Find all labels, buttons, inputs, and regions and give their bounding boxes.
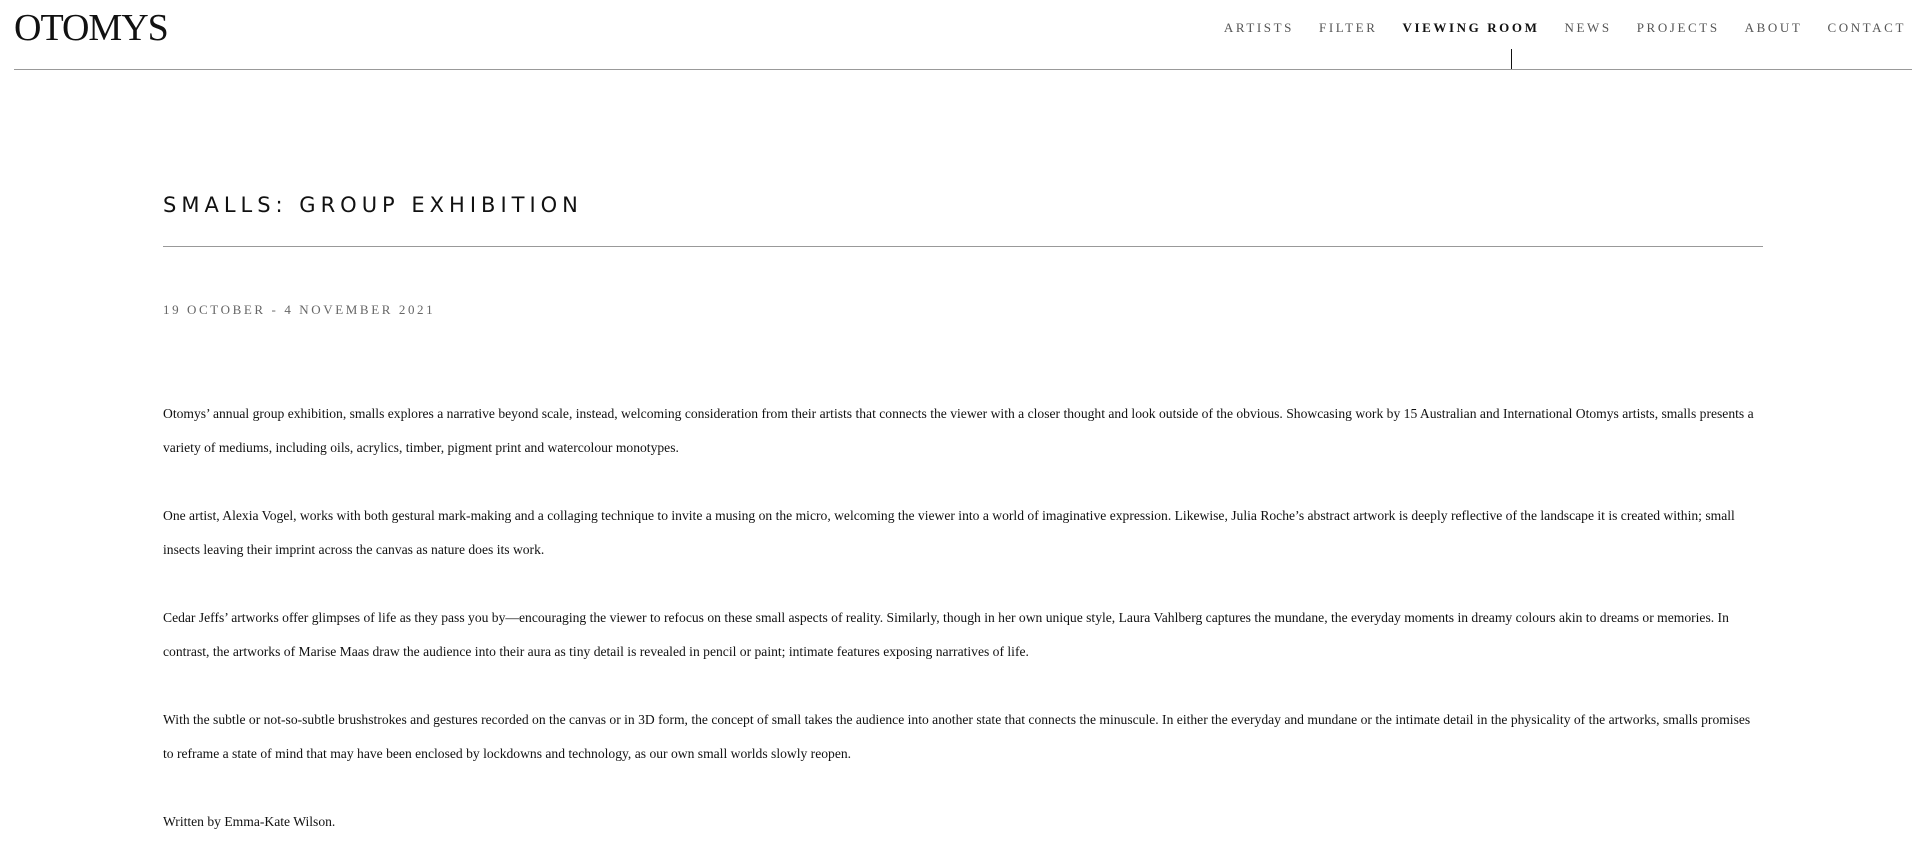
description-paragraph: Otomys’ annual group exhibition, smalls explores a narrative beyond scale, instead, welcoming consideration from their artists that connects the viewer with a closer thought and look outside of the obvious. Showcasing work by 15 Australian and International Otomys artists, smalls presents a variety of mediums, including oils, acrylics, timber, pigment print and watercolour monotypes.	[163, 406, 1754, 455]
page-title: SMALLS: GROUP EXHIBITION	[163, 193, 583, 217]
description-paragraph: Cedar Jeffs’ artworks offer glimpses of life as they pass you by—encouraging the viewer to refocus on these small aspects of reality. Similarly, though in her own unique style, Laura Vahlberg captures the mundane, the everyday moments in dreamy colours akin to dreams or memories. In contrast, the artworks of Marise Maas draw the audience into their aura as tiny detail is revealed in pencil or paint; intimate features exposing narratives of life.	[163, 610, 1729, 659]
nav-item-about[interactable]: ABOUT	[1744, 20, 1803, 35]
nav-item-filter[interactable]: FILTER	[1319, 20, 1378, 35]
nav-item-viewing-room[interactable]: VIEWING ROOM	[1402, 20, 1540, 35]
exhibition-dates: 19 OCTOBER - 4 NOVEMBER 2021	[163, 302, 436, 317]
exhibition-description	[163, 397, 1763, 839]
site-header	[0, 0, 1920, 70]
site-logo[interactable]: OTOMYS	[14, 7, 168, 49]
header-divider	[14, 69, 1912, 70]
author-credit: Written by Emma-Kate Wilson.	[163, 814, 336, 829]
description-paragraph: One artist, Alexia Vogel, works with both gestural mark-making and a collaging technique to invite a musing on the micro, welcoming the viewer into a world of imaginative expression. Likewise, Julia Roche’s abstract artwork is deeply reflective of the landscape it is created within; small insects leaving their imprint across the canvas as nature does its work.	[163, 508, 1735, 557]
nav-item-contact[interactable]: CONTACT	[1827, 20, 1906, 35]
main-nav	[1224, 20, 1906, 36]
nav-item-artists[interactable]: ARTISTS	[1223, 20, 1294, 35]
title-divider	[163, 246, 1763, 247]
description-paragraph: With the subtle or not-so-subtle brushstrokes and gestures recorded on the canvas or in 3D form, the concept of small takes the audience into another state that connects the minuscule. In either the everyday and mundane or the intimate detail in the physicality of the artworks, smalls promises to reframe a state of mind that may have been enclosed by lockdowns and technology, as our own small worlds slowly reopen.	[163, 712, 1751, 761]
nav-item-projects[interactable]: PROJECTS	[1636, 20, 1720, 35]
nav-item-news[interactable]: NEWS	[1564, 20, 1612, 35]
active-nav-indicator	[1511, 49, 1512, 69]
